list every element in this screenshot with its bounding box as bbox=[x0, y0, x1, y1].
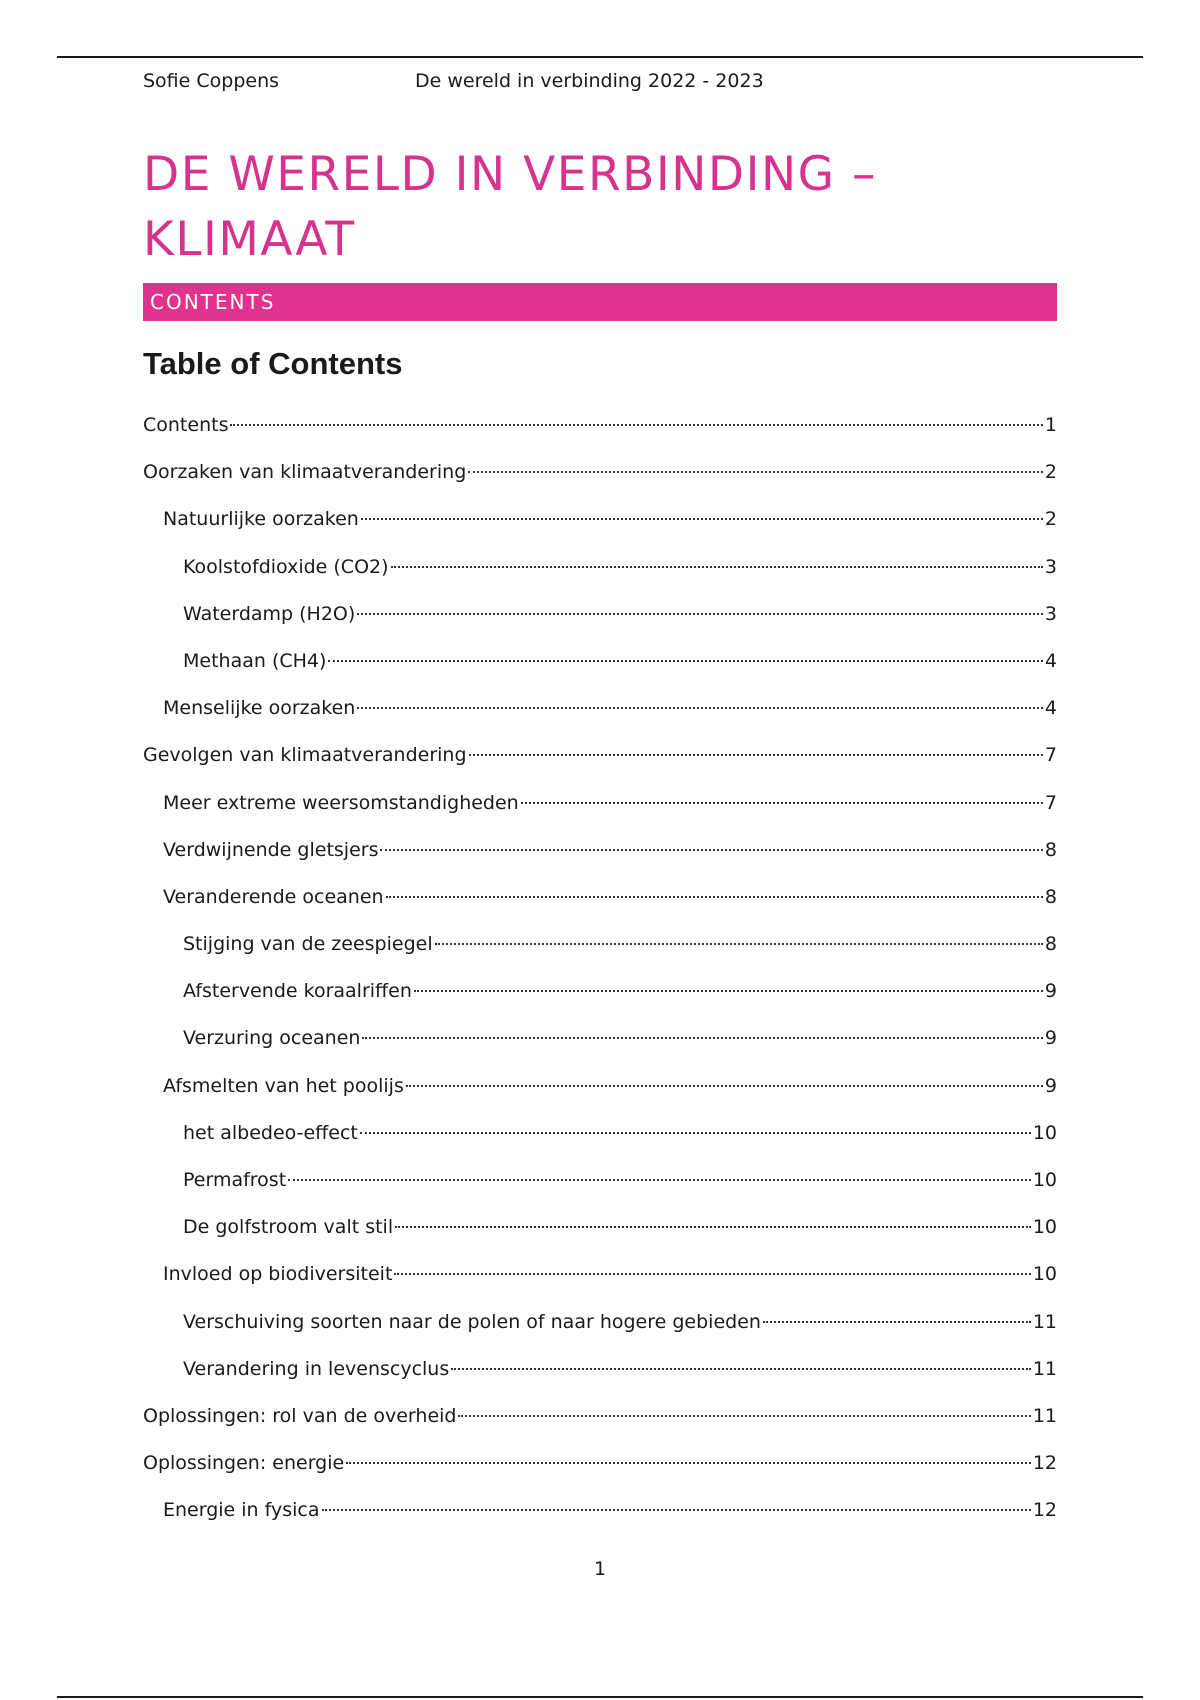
toc-entry-title: Waterdamp (H2O) bbox=[183, 602, 356, 625]
toc-entry[interactable] bbox=[143, 544, 1057, 591]
document-title bbox=[143, 142, 1057, 272]
toc-leader-dots bbox=[357, 613, 1043, 615]
toc-entry-page: 2 bbox=[1044, 508, 1057, 531]
toc-entry-title: Verschuiving soorten naar de polen of naar hogere gebieden bbox=[183, 1310, 761, 1333]
title-line-1: DE WERELD IN VERBINDING – bbox=[143, 147, 877, 202]
toc-entry[interactable] bbox=[143, 1157, 1057, 1204]
toc-entry-title: Oplossingen: energie bbox=[143, 1452, 345, 1475]
toc-leader-dots bbox=[357, 707, 1043, 709]
toc-entry-page: 9 bbox=[1044, 1027, 1057, 1050]
toc-entry[interactable] bbox=[143, 732, 1057, 779]
toc-entry[interactable] bbox=[143, 591, 1057, 638]
toc-leader-dots bbox=[521, 802, 1043, 804]
toc-leader-dots bbox=[414, 990, 1043, 992]
toc-leader-dots bbox=[288, 1179, 1031, 1181]
title-line-2: KLIMAAT bbox=[143, 212, 356, 267]
toc-entry-title: Permafrost bbox=[183, 1169, 287, 1191]
toc-leader-dots bbox=[360, 1132, 1031, 1134]
toc-entry-title: Meer extreme weersomstandigheden bbox=[163, 791, 519, 814]
toc-entry-title: Koolstofdioxide (CO2) bbox=[183, 555, 389, 578]
toc-entry[interactable] bbox=[143, 685, 1057, 732]
toc-entry[interactable] bbox=[143, 1063, 1057, 1110]
toc-entry[interactable] bbox=[143, 1251, 1057, 1298]
toc-entry-title: Contents bbox=[143, 414, 229, 436]
toc-leader-dots bbox=[328, 660, 1042, 662]
toc-entry-title: Methaan (CH4) bbox=[183, 649, 327, 672]
toc-entry[interactable] bbox=[143, 921, 1057, 968]
toc-entry-page: 11 bbox=[1032, 1404, 1057, 1427]
toc-entry[interactable] bbox=[143, 1393, 1057, 1440]
toc-entry[interactable] bbox=[143, 1110, 1057, 1157]
toc-entry[interactable] bbox=[143, 780, 1057, 827]
toc-entry-title: Energie in fysica bbox=[163, 1499, 320, 1522]
toc-entry-page: 12 bbox=[1032, 1452, 1057, 1475]
toc-entry-page: 3 bbox=[1044, 602, 1057, 625]
toc-entry[interactable] bbox=[143, 449, 1057, 496]
toc-leader-dots bbox=[346, 1462, 1031, 1464]
toc-leader-dots bbox=[458, 1415, 1030, 1417]
toc-entry-title: Natuurlijke oorzaken bbox=[163, 508, 359, 531]
toc-leader-dots bbox=[361, 518, 1043, 520]
toc-entry-page: 1 bbox=[1044, 414, 1057, 436]
toc-entry[interactable] bbox=[143, 1299, 1057, 1346]
contents-section-heading: CONTENTS bbox=[143, 283, 1057, 321]
header-course: De wereld in verbinding 2022 - 2023 bbox=[415, 70, 764, 92]
toc-leader-dots bbox=[406, 1085, 1043, 1087]
toc-entry-title: het albedeo-effect bbox=[183, 1121, 358, 1144]
toc-entry-page: 8 bbox=[1044, 933, 1057, 956]
toc-entry-title: Verdwijnende gletsjers bbox=[163, 838, 379, 861]
toc-entry-title: Stijging van de zeespiegel bbox=[183, 933, 433, 956]
toc-entry[interactable] bbox=[143, 874, 1057, 921]
toc-leader-dots bbox=[362, 1037, 1042, 1039]
toc-entry-title: Invloed op biodiversiteit bbox=[163, 1263, 393, 1286]
toc-entry[interactable] bbox=[143, 638, 1057, 685]
footer-rule bbox=[57, 1696, 1143, 1698]
toc-leader-dots bbox=[451, 1368, 1031, 1370]
toc-entry-title: Afsmelten van het poolijs bbox=[163, 1074, 404, 1097]
toc-entry[interactable] bbox=[143, 968, 1057, 1015]
toc-entry-title: Menselijke oorzaken bbox=[163, 697, 356, 720]
toc-entry-page: 3 bbox=[1044, 555, 1057, 578]
toc-entry[interactable] bbox=[143, 1487, 1057, 1534]
toc-leader-dots bbox=[394, 1273, 1030, 1275]
toc-leader-dots bbox=[763, 1321, 1031, 1323]
toc-entry-title: Oplossingen: rol van de overheid bbox=[143, 1404, 457, 1427]
toc-entry[interactable] bbox=[143, 1440, 1057, 1487]
toc-entry-page: 12 bbox=[1032, 1499, 1057, 1522]
toc-entry-title: Veranderende oceanen bbox=[163, 885, 384, 908]
toc-heading: Table of Contents bbox=[143, 346, 403, 381]
toc-entry-page: 9 bbox=[1044, 980, 1057, 1003]
toc-leader-dots bbox=[380, 849, 1042, 851]
toc-entry-title: Gevolgen van klimaatverandering bbox=[143, 744, 467, 767]
toc-entry[interactable] bbox=[143, 1346, 1057, 1393]
toc-entry-page: 4 bbox=[1044, 697, 1057, 720]
toc-leader-dots bbox=[230, 424, 1042, 426]
toc-leader-dots bbox=[386, 896, 1043, 898]
toc-leader-dots bbox=[395, 1226, 1031, 1228]
toc-entry-title: De golfstroom valt stil bbox=[183, 1216, 394, 1239]
toc-entry-page: 7 bbox=[1044, 791, 1057, 814]
toc-entry-title: Afstervende koraalriffen bbox=[183, 980, 412, 1003]
toc-entry[interactable] bbox=[143, 1015, 1057, 1062]
toc-entry-page: 11 bbox=[1032, 1310, 1057, 1333]
toc-leader-dots bbox=[322, 1509, 1031, 1511]
toc-leader-dots bbox=[435, 943, 1043, 945]
header-author: Sofie Coppens bbox=[143, 70, 280, 92]
toc-entry-page: 10 bbox=[1032, 1263, 1057, 1286]
toc-entry-page: 10 bbox=[1032, 1121, 1057, 1144]
toc-leader-dots bbox=[391, 566, 1043, 568]
toc-entry-page: 7 bbox=[1044, 744, 1057, 767]
toc-entry[interactable] bbox=[143, 402, 1057, 449]
toc-entry[interactable] bbox=[143, 827, 1057, 874]
toc-entry-page: 11 bbox=[1032, 1357, 1057, 1380]
toc-entry[interactable] bbox=[143, 1204, 1057, 1251]
toc-entry-page: 8 bbox=[1044, 885, 1057, 908]
toc-entry-title: Verzuring oceanen bbox=[183, 1027, 361, 1050]
page-number: 1 bbox=[593, 1558, 607, 1580]
toc-entry-page: 8 bbox=[1044, 838, 1057, 861]
toc-leader-dots bbox=[469, 754, 1043, 756]
toc-entry-page: 2 bbox=[1044, 461, 1057, 484]
toc-entry-title: Verandering in levenscyclus bbox=[183, 1357, 450, 1380]
toc-entry[interactable] bbox=[143, 496, 1057, 543]
table-of-contents bbox=[143, 402, 1057, 1535]
toc-entry-page: 9 bbox=[1044, 1074, 1057, 1097]
toc-entry-page: 10 bbox=[1032, 1216, 1057, 1239]
toc-leader-dots bbox=[468, 471, 1043, 473]
toc-entry-page: 4 bbox=[1044, 649, 1057, 672]
toc-entry-title: Oorzaken van klimaatverandering bbox=[143, 461, 467, 484]
toc-entry-page: 10 bbox=[1032, 1169, 1057, 1191]
header-rule bbox=[57, 56, 1143, 58]
